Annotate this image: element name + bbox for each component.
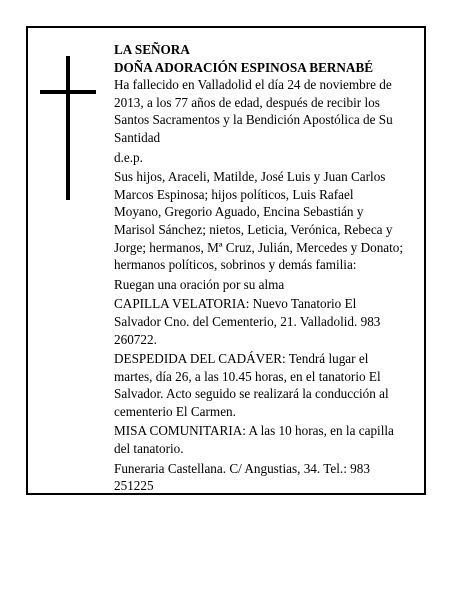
- mass-info: MISA COMUNITARIA: A las 10 horas, en la capilla del tanatorio.: [114, 423, 394, 457]
- death-announcement: Ha fallecido en Valladolid el día 24 de noviembre de 2013, a los 77 años de edad, después de recibir los Santos Sacramentos y la Bendición Apostólica de Su Santidad: [114, 77, 393, 145]
- heading-title: LA SEÑORA: [114, 42, 190, 57]
- obituary-text: [114, 41, 404, 497]
- obituary-notice-frame: [26, 26, 426, 495]
- dep-text: d.e.p.: [114, 149, 143, 165]
- family-list: Sus hijos, Araceli, Matilde, José Luis y Juan Carlos Marcos Espinosa; hijos políticos, Luis Rafael Moyano, Gregorio Aguado, Encina Sebastián y Marisol Sánchez; nietos, Leticia, Verónica, Rebeca y Jorge; hermanos, Mª Cruz, Julián, Mercedes y Donato; hermanos políticos, sobrinos y demás familia:: [114, 169, 404, 273]
- cross-horizontal-bar: [40, 90, 96, 94]
- prayer-request: Ruegan una oración por su alma: [114, 276, 285, 292]
- funeral-home-info: Funeraria Castellana. C/ Angustias, 34. Tel.: 983 251225: [114, 460, 370, 494]
- cross-vertical-bar: [66, 56, 70, 200]
- chapel-info: CAPILLA VELATORIA: Nuevo Tanatorio El Salvador Cno. del Cementerio, 21. Valladolid. 983 260722.: [114, 296, 381, 347]
- deceased-name: DOÑA ADORACIÓN ESPINOSA BERNABÉ: [114, 59, 374, 75]
- cross-icon: [40, 56, 96, 200]
- farewell-info: DESPEDIDA DEL CADÁVER: Tendrá lugar el martes, día 26, a las 10.45 horas, en el tanatorio El Salvador. Acto seguido se realizará la conducción al cementerio El Carmen.: [114, 351, 389, 419]
